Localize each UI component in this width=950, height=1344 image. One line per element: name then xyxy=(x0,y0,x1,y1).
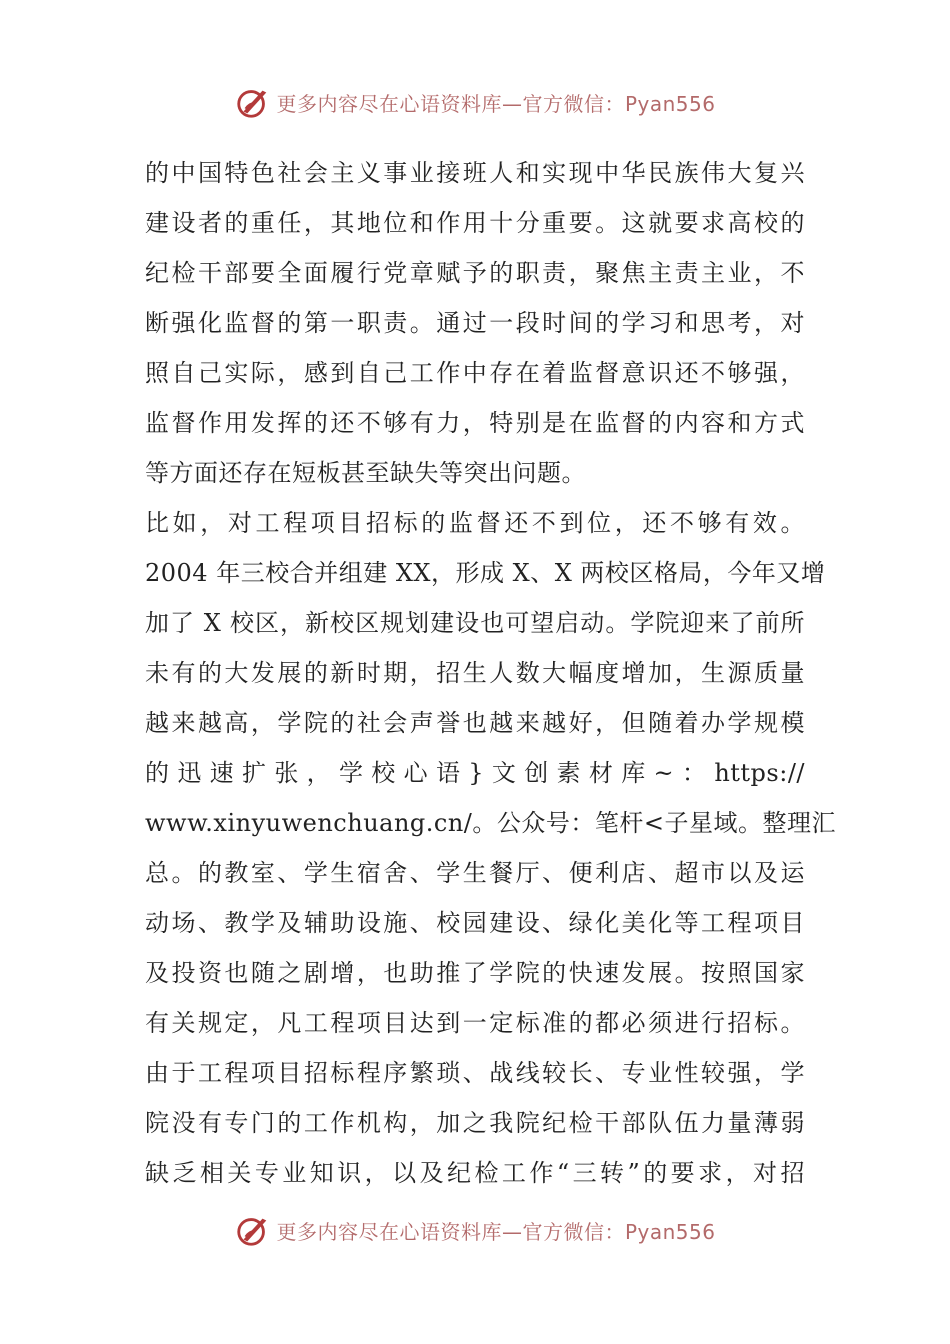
text-line: 照自己实际，感到自己工作中存在着监督意识还不够强， xyxy=(145,359,805,387)
document-body xyxy=(145,148,837,1198)
text-line: 比如，对工程项目招标的监督还不到位，还不够有效。 xyxy=(145,509,805,537)
text-line: 断强化监督的第一职责。通过一段时间的学习和思考，对 xyxy=(145,309,805,337)
text-line: 院没有专门的工作机构，加之我院纪检干部队伍力量薄弱 xyxy=(145,1109,805,1137)
text-line: 总。的教室、学生宿舍、学生餐厅、便利店、超市以及运 xyxy=(145,859,805,887)
footer-banner-text: 更多内容尽在心语资料库—官方微信：Pyan556 xyxy=(276,1219,716,1244)
text-line: 未有的大发展的新时期，招生人数大幅度增加，生源质量 xyxy=(145,659,805,687)
text-line: 由于工程项目招标程序繁琐、战线较长、专业性较强，学 xyxy=(145,1059,805,1087)
pen-logo-icon xyxy=(234,83,272,121)
text-line: 缺乏相关专业知识，以及纪检工作“三转”的要求，对招 xyxy=(145,1159,805,1187)
pen-logo-icon xyxy=(234,1211,272,1249)
text-line: 的中国特色社会主义事业接班人和实现中华民族伟大复兴 xyxy=(145,159,805,187)
text-line: 的迅速扩张，学校心语}文创素材库~：https:// xyxy=(145,759,805,787)
header-banner xyxy=(0,82,950,122)
header-banner-text: 更多内容尽在心语资料库—官方微信：Pyan556 xyxy=(276,91,716,116)
text-line: 纪检干部要全面履行党章赋予的职责，聚焦主责主业，不 xyxy=(145,259,805,287)
text-line: 越来越高，学院的社会声誉也越来越好，但随着办学规模 xyxy=(145,709,805,737)
text-line: 监督作用发挥的还不够有力，特别是在监督的内容和方式 xyxy=(145,409,805,437)
text-line: 加了 X 校区，新校区规划建设也可望启动。学院迎来了前所 xyxy=(145,609,805,637)
footer-banner xyxy=(0,1210,950,1250)
text-line: 及投资也随之剧增，也助推了学院的快速发展。按照国家 xyxy=(145,959,805,987)
text-line: 建设者的重任，其地位和作用十分重要。这就要求高校的 xyxy=(145,209,805,237)
text-line: 有关规定，凡工程项目达到一定标准的都必须进行招标。 xyxy=(145,1009,805,1037)
text-line: www.xinyuwenchuang.cn/。公众号：笔杆<子星域。整理汇 xyxy=(145,809,837,837)
text-line: 动场、教学及辅助设施、校园建设、绿化美化等工程项目 xyxy=(145,909,805,937)
text-line: 等方面还存在短板甚至缺失等突出问题。 xyxy=(145,459,586,487)
text-line: 2004 年三校合并组建 XX，形成 X、X 两校区格局，今年又增 xyxy=(145,559,826,587)
